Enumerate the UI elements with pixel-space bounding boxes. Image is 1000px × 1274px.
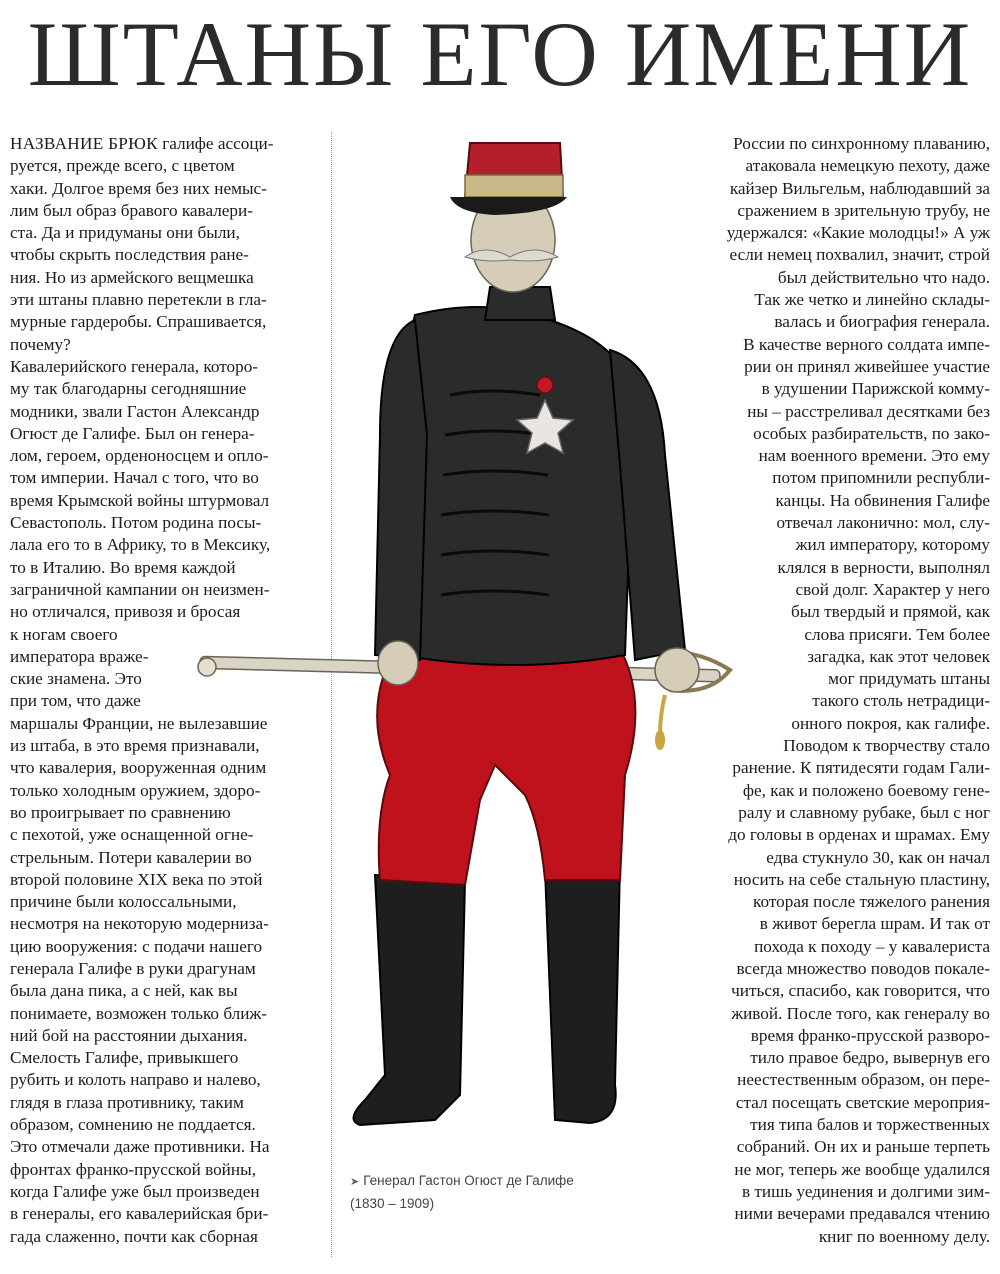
left-text-line: Севастополь. Потом родина посы- [10,513,262,533]
right-text-line: потом припомнили республи- [772,468,990,488]
left-text-line: цию вооружения: с подачи нашего [10,936,263,956]
right-text-line: время франко-прусской разворо- [750,1025,990,1045]
left-text-line: время Крымской войны штурмовал [10,490,270,510]
right-text-line: ранение. К пятидесяти годам Гали- [732,758,990,778]
right-text-line: свой долг. Характер у него [795,579,990,599]
left-text-line: что кавалерия, вооруженная одним [10,758,267,778]
left-text-line: только холодным оружием, здоро- [10,780,261,800]
right-text-line: которая после тяжелого ранения [753,892,990,912]
right-text-line: особых разбирательств, по зако- [753,423,990,443]
left-hand [378,641,418,685]
left-text-line: в генералы, его кавалерийская бри- [10,1204,269,1224]
right-text-line: всегда множество поводов покале- [736,958,990,978]
right-text-line: читься, спасибо, как говорится, что [731,981,990,1001]
left-text-line: хаки. Долгое время без них немыс- [10,178,267,198]
right-text-line: не мог, теперь же вообще удалился [734,1159,990,1179]
right-text-line: сражением в зрительную трубу, не [737,200,990,220]
red-breeches [377,640,635,885]
right-text-line: собраний. Он их и раньше терпеть [736,1137,990,1157]
left-text-line: гада слаженно, почти как сборная [10,1226,258,1246]
right-text-line: тило правое бедро, вывернув его [750,1048,990,1068]
left-text-line: была дана пика, а с ней, как вы [10,981,238,1001]
right-text-line: книг по военному делу. [818,1226,990,1246]
right-text-line: загадка, как этот человек [807,646,990,666]
left-text-line: Кавалерийского генерала, которо- [10,356,259,376]
left-text-line: лим был образ бравого кавалери- [10,200,253,220]
right-text-line: в живот берегла шрам. И так от [759,914,990,934]
left-text-line: лом, героем, орденоносцем и опло- [10,446,269,466]
left-text-line: образом, сомнению не поддается. [10,1115,256,1135]
left-sleeve [375,320,427,660]
right-text-line: Поводом к творчеству стало [783,736,990,756]
right-text-line: жил императору, которому [795,535,990,555]
left-text-line: с пехотой, уже оснащенной огне- [10,825,254,845]
right-text-line: канцы. На обвинения Галифе [775,490,990,510]
right-text-line: в тишь уединения и долгими зим- [741,1181,990,1201]
right-text-line: рии он принял живейшее участие [744,356,990,376]
left-text-line: второй половине XIX века по этой [10,869,263,889]
right-text-line: слова присяги. Тем более [804,624,990,644]
left-text-line: глядя в глаза противнику, таким [10,1092,244,1112]
right-text-line: России по синхронному плаванию, [733,134,990,153]
left-text-line: Огюст де Галифе. Был он генера- [10,423,255,443]
right-text-line: онного покроя, как галифе. [791,713,990,733]
right-text-line: атаковала немецкую пехоту, даже [745,156,990,176]
left-text-line: му так благодарны сегодняшние [10,379,247,399]
left-text-line: из штаба, в это время признавали, [10,736,260,756]
right-text-line: в удушении Парижской комму- [761,379,990,399]
right-text-line: В качестве верного солдата импе- [743,334,990,354]
right-text-line: ралу и славному рубаке, был с ног [738,802,990,822]
right-text-line: неестественным образом, он пере- [737,1070,990,1090]
right-text-line: стал посещать светские мероприя- [735,1092,990,1112]
left-text-line: при том, что даже [10,691,141,711]
right-text-line: кайзер Вильгельм, наблюдавший за [729,178,990,198]
left-text-line: почему? [10,334,71,354]
right-text-line: был действительно что надо. [777,267,990,287]
left-text-line: том империи. Начал с того, что во [10,468,259,488]
left-text-line: Смелость Галифе, привыкшего [10,1048,239,1068]
left-text-line: мурные гардеробы. Спрашивается, [10,312,267,332]
left-text-line: заграничной кампании он неизмен- [10,579,270,599]
right-text-line: едва стукнуло 30, как он начал [766,847,990,867]
lead-smallcaps: НАЗВАНИЕ БРЮК [10,134,158,153]
arrow-right-icon: ➤ [350,1176,360,1188]
right-text-line: ними вечерами предавался чтению [734,1204,990,1224]
left-text-line: ста. Да и придуманы они были, [10,223,240,243]
black-tunic [394,307,633,665]
left-text-line: модники, звали Гастон Александр [10,401,260,421]
article-headline: ШТАНЫ ЕГО ИМЕНИ [27,3,973,105]
right-text-line: если немец похвалил, значит, строй [729,245,990,265]
right-boot [545,865,620,1123]
left-text-line: чтобы скрыть последствия ране- [10,245,249,265]
left-text-line: лала его то в Африку, то в Мексику, [10,535,271,555]
left-text-line: рубить и колоть направо и налево, [10,1070,261,1090]
left-text-line: генерала Галифе в руки драгунам [10,958,256,978]
left-text-line: эти штаны плавно перетекли в гла- [10,290,267,310]
left-text-line: но отличался, привозя и бросая [10,602,241,622]
left-text-line: когда Галифе уже был произведен [10,1181,260,1201]
right-text-line: ны – расстреливал десятками без [747,401,990,421]
right-text-line: похода к походу – у кавалериста [754,936,990,956]
right-text-line: нам военного времени. Это ему [758,446,990,466]
right-text-line: такого столь нетрадици- [812,691,990,711]
right-text-line: Так же четко и линейно склады- [754,290,990,310]
left-text-line: к ногам своего [10,624,118,644]
right-text-line: отвечал лаконично: мол, слу- [776,513,990,533]
caption-name [350,1170,650,1193]
right-text-line: мог придумать штаны [828,669,990,689]
left-boot [354,875,465,1125]
left-text-line: несмотря на некоторую модерниза- [10,914,269,934]
left-text-line: ний бой на расстоянии дыхания. [10,1025,248,1045]
right-text-line: валась и биография генерала. [774,312,990,332]
left-text-line: маршалы Франции, не вылезавшие [10,713,268,733]
left-text-line: во проигрывает по сравнению [10,802,231,822]
right-text-line: живой. После того, как генералу во [731,1003,990,1023]
right-text-line: фе, как и положено боевому гене- [742,780,990,800]
left-text-line: стрельным. Потери кавалерии во [10,847,252,867]
left-text-line: фронтах франко-прусской войны, [10,1159,256,1179]
illustration-caption [350,1170,650,1214]
left-text-line: ния. Но из армейского вещмешка [10,267,254,287]
left-text-line: Это отмечали даже противники. На [10,1137,270,1157]
left-text-line: ские знамена. Это [10,669,142,689]
right-column [660,133,990,1248]
left-text-line: императора враже- [10,646,149,666]
left-text-line: руется, прежде всего, с цветом [10,156,235,176]
left-text-line: то в Италию. Во время каждой [10,557,236,577]
left-text-line: понимаете, возможен только ближ- [10,1003,268,1023]
right-text-line: до головы в орденах и шрамах. Ему [728,825,990,845]
caption-name-text: Генерал Гастон Огюст де Галифе [363,1173,574,1188]
right-text-line: носить на себе стальную пластину, [733,869,990,889]
caption-years: (1830 – 1909) [350,1196,435,1211]
left-text-line: причине были колоссальными, [10,892,237,912]
right-text-line: тия типа балов и торжественных [750,1115,990,1135]
right-text-line: был твердый и прямой, как [791,602,990,622]
medal-cross [537,377,553,393]
right-text-line: клялся в верности, выполнял [777,557,990,577]
lead-rest: галифе ассоци- [157,134,274,153]
right-text-line: удержался: «Какие молодцы!» А уж [726,223,990,243]
